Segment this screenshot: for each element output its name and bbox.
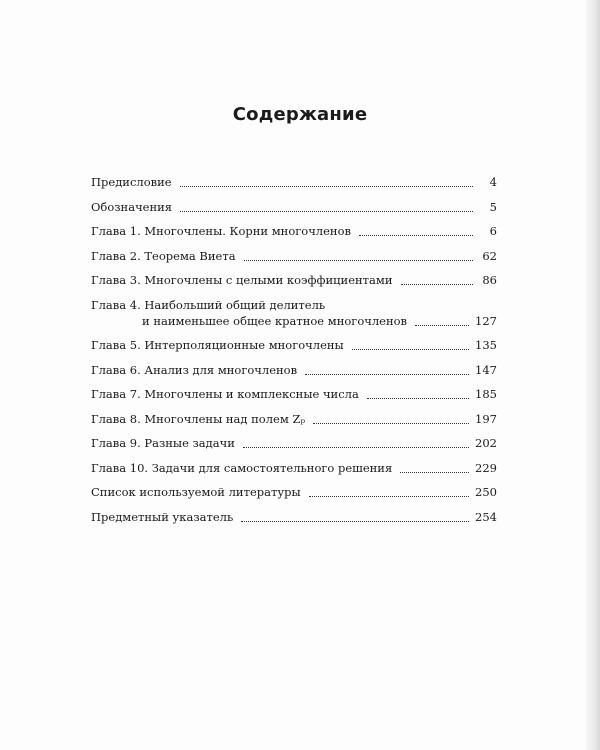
chapter-prefix: Глава 10. [91, 460, 149, 475]
toc-entry [91, 362, 497, 378]
toc-entry [91, 297, 497, 329]
toc-entry-page: 250 [475, 485, 497, 499]
leader-dots [400, 472, 469, 473]
chapter-prefix: Глава 1. [91, 224, 141, 238]
leader-dots [401, 284, 474, 285]
toc-entry-label: Задачи для самостоятельного решения [151, 460, 393, 475]
leader-dots [309, 496, 469, 497]
toc-entry-label: Многочлены. Корни многочленов [144, 224, 351, 238]
toc-entry-label: Анализ для многочленов [144, 362, 298, 377]
toc-entry-page: 127 [475, 313, 497, 328]
toc-entry-label: Многочлены с целыми коэффициентами [144, 273, 393, 287]
toc-entry-label: Многочлены над полем Zₚ [144, 411, 306, 426]
toc-entry-label: Разные задачи [144, 436, 235, 450]
toc-entry [91, 460, 497, 476]
toc-entry-label: Теорема Виета [144, 248, 236, 263]
chapter-prefix: Глава 5. [91, 338, 141, 352]
toc-entry [91, 386, 497, 402]
toc-entry [91, 248, 497, 264]
table-of-contents [91, 174, 497, 533]
leader-dots [359, 235, 473, 236]
chapter-prefix: Глава 3. [91, 273, 141, 287]
toc-entry-label: Предисловие [91, 175, 172, 189]
leader-dots [241, 521, 469, 522]
toc-entry [91, 199, 497, 215]
page-title: Содержание [232, 104, 368, 125]
leader-dots [243, 447, 469, 448]
toc-entry-page: 197 [475, 411, 497, 426]
toc-entry [91, 509, 497, 525]
toc-entry [91, 272, 497, 288]
toc-entry [91, 435, 497, 451]
leader-dots [415, 325, 469, 326]
toc-entry-page: 229 [475, 460, 497, 475]
toc-entry-page: 86 [482, 273, 497, 287]
toc-entry-label: Интерполяционные многочлены [144, 338, 344, 352]
toc-entry [91, 223, 497, 239]
toc-entry [91, 337, 497, 353]
toc-entry-label: Многочлены и комплексные числа [144, 387, 359, 401]
toc-entry-page: 6 [489, 224, 497, 238]
leader-dots [180, 186, 473, 187]
leader-dots [367, 398, 469, 399]
leader-dots [305, 374, 469, 375]
toc-entry-label-continued: и наименьшее общее кратное многочленов [142, 313, 408, 328]
chapter-prefix: Глава 2. [91, 248, 141, 263]
toc-entry-page: 5 [489, 199, 497, 214]
toc-entry-label: Наибольший общий делитель [144, 297, 326, 312]
toc-entry-page: 4 [489, 175, 497, 189]
toc-entry [91, 484, 497, 500]
chapter-prefix: Глава 8. [91, 411, 141, 426]
toc-entry [91, 411, 497, 427]
leader-dots [244, 260, 473, 261]
leader-dots [180, 211, 473, 212]
toc-entry-label: Предметный указатель [91, 509, 234, 524]
toc-entry-label: Обозначения [91, 199, 173, 214]
toc-entry-label: Список используемой литературы [91, 485, 301, 499]
chapter-prefix: Глава 6. [91, 362, 141, 377]
toc-entry-page: 62 [482, 248, 497, 263]
leader-dots [352, 349, 469, 350]
toc-entry-page: 254 [475, 509, 497, 524]
chapter-prefix: Глава 7. [91, 387, 141, 401]
toc-entry-page: 135 [475, 338, 497, 352]
chapter-prefix: Глава 9. [91, 436, 141, 450]
toc-entry-page: 147 [475, 362, 497, 377]
toc-entry-page: 202 [475, 436, 497, 450]
toc-entry-page: 185 [475, 387, 497, 401]
toc-entry [91, 174, 497, 190]
leader-dots [313, 423, 469, 424]
chapter-prefix: Глава 4. [91, 297, 141, 312]
